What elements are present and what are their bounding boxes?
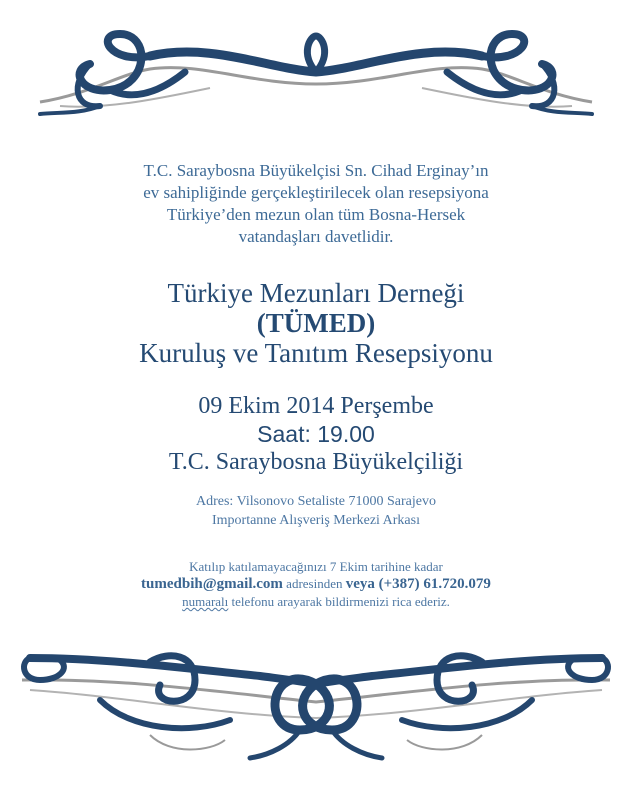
event-time: Saat: 19.00 [257, 421, 375, 447]
intro-line-2: ev sahipliğinde gerçekleştirilecek olan resepsiyona [143, 183, 489, 202]
event-title [0, 278, 632, 368]
top-ribbon-ornament [0, 14, 632, 124]
event-details [0, 392, 632, 476]
rsvp-note [0, 558, 632, 610]
intro-line-3: Türkiye’den mezun olan tüm Bosna-Hersek [166, 205, 466, 224]
intro-line-4: vatandaşları davetlidir. [238, 227, 394, 246]
rsvp-line-1: Katılıp katılamayacağınızı 7 Ekim tarihine kadar [189, 559, 443, 574]
title-line-3: Kuruluş ve Tanıtım Resepsiyonu [139, 338, 493, 368]
title-abbreviation: (TÜMED) [256, 308, 376, 338]
invitation-intro [0, 160, 632, 248]
intro-line-1: T.C. Saraybosna Büyükelçisi Sn. Cihad Erginay’ın [143, 161, 489, 180]
bottom-ribbon-ornament [0, 640, 632, 770]
address-line-1: Adres: Vilsonovo Setaliste 71000 Sarajevo [196, 494, 436, 509]
rsvp-word-numarali: numaralı [182, 594, 229, 609]
event-date: 09 Ekim 2014 Perşembe [198, 393, 434, 419]
title-line-1: Türkiye Mezunları Derneği [167, 278, 465, 308]
event-address [0, 492, 632, 530]
rsvp-line-3 [0, 593, 632, 610]
rsvp-email[interactable]: tumedbih@gmail.com [141, 576, 283, 592]
rsvp-mid-text: adresinden [286, 576, 343, 591]
rsvp-phone: veya (+387) 61.720.079 [345, 576, 491, 592]
event-venue: T.C. Saraybosna Büyükelçiliği [168, 449, 464, 475]
rsvp-line-3-rest: telefonu arayarak bildirmenizi rica ederiz. [231, 594, 450, 609]
address-line-2: Importanne Alışveriş Merkezi Arkası [211, 513, 420, 528]
rsvp-line-2 [0, 575, 632, 593]
